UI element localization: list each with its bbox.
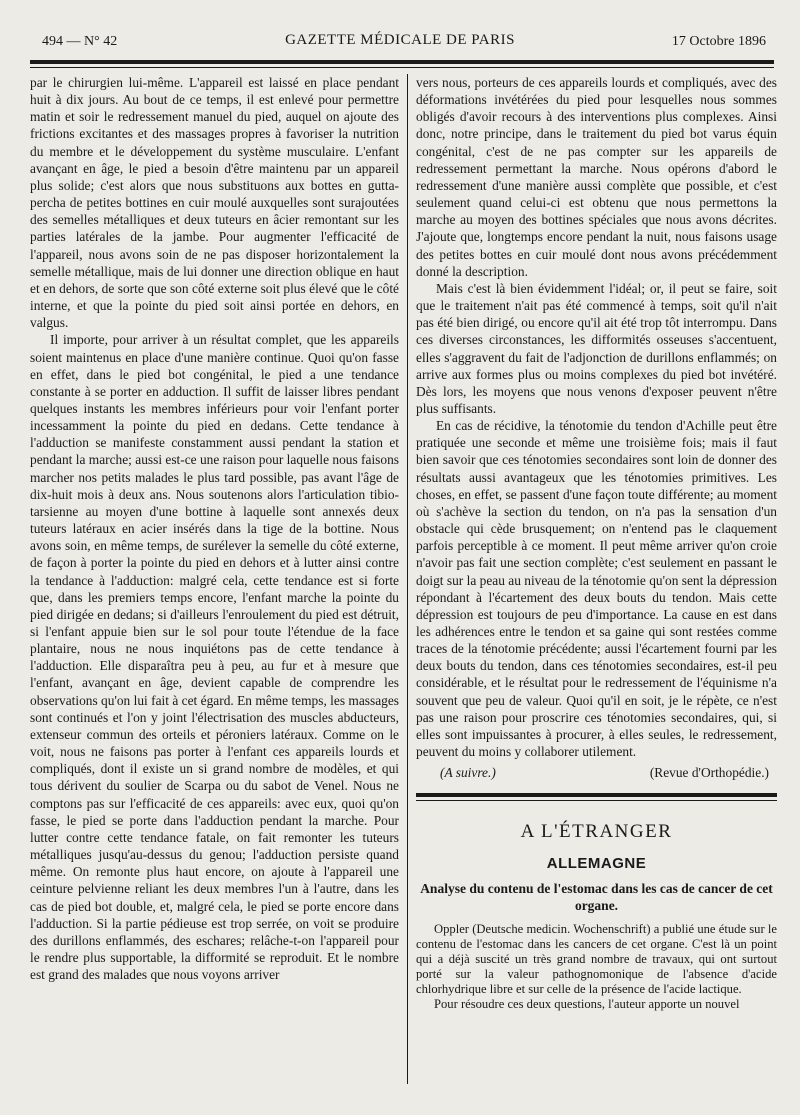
page-number: 494 — N° 42 (42, 34, 118, 49)
to-be-continued: (A suivre.) (440, 765, 496, 781)
column-divider (407, 74, 408, 1084)
left-column (30, 74, 399, 983)
continuation-line (416, 764, 777, 781)
country-heading: ALLEMAGNE (546, 854, 647, 872)
paragraph: En cas de récidive, la ténotomie du tendon d'Achille peut être pratiquée une seconde et même une troisième fois; mais il faut bien savoir que ces ténotomies secondaires sont loin de donner des résultats aussi avantageux que les ténotomies primitives. Les choses, en effet, se passent d'une façon toute différente; au moment où s'achève la section du tendon, on n'a pas la sensation d'un obstacle qui cède brusquement; on n'entend pas le claquement parfois perceptible à ce moment. Il peut même arriver qu'on croie n'avoir pas fait une section complète; c'est seulement en passant le doigt sur la peau au niveau de la ténotomie qu'on sent la dépression répondant à l'écartement des deux bouts du tendon. Mais cette dépression est toujours de peu d'importance. La cause en est dans les adhérences entre le tendon et sa gaine qui sont restées comme traces de la ténotomie précédente; aussi l'écartement fourni par les deux bouts du tendon, dans ces ténotomies secondaires, est-il peu considérable, et le résultat pour le redressement de l'équinisme n'a souvent que peu de valeur. Quoi qu'il en soit, je le répète, ce n'est pas une raison pour proscrire ces ténotomies secondaires, qui, si elles sont impuissantes à procurer, à elles seules, le redressement, peuvent du moins y collaborer utilement. (416, 418, 777, 760)
page-header (28, 30, 772, 52)
source-citation: (Revue d'Orthopédie.) (649, 765, 769, 781)
paragraph: Il importe, pour arriver à un résultat complet, que les appareils soient maintenus en place d'une manière continue. Quoi qu'on fasse en effet, dans le pied bot congénital, le pied a une tendance constante à se porter en adduction. Il suffit de laisser libres pendant quelques instants les membres inférieurs pour voir l'enfant porter incessamment la pointe du pied en dedans. Cette tendance à l'adduction se manifeste constamment aussi pendant la station et pendant la marche; aussi est-ce une raison pour laquelle nous faisons marcher nos petits malades le plus tard possible, pas avant l'âge de dix-huit mois à deux ans. Nous soutenons alors l'articulation tibio-tarsienne au moyen d'une bottine à laquelle sont annexés deux tuteurs latéraux en acier insérés dans la tige de la bottine. Nous avons soin, en même temps, de surélever la semelle du côté externe, de façon à porter la pointe du pied en dehors et à lutter ainsi contre la tendance à l'adduction: malgré cela, cette tendance est si forte que, dans les premiers temps encore, l'enfant marche la pointe du pied dirigée en dedans; si d'ailleurs l'enroulement du pied est détruit, si l'enfant appuie bien sur le sol pour toute l'étendue de la face plantaire, nous ne nous inquiétons pas de cette tendance à l'adduction. Elle disparaîtra peu à peu, au fur et à mesure que l'enfant, avançant en âge, devient capable de comprendre les observations qu'on lui fait à cet égard. En même temps, les massages sont continués et l'on y joint l'électrisation des muscles abducteurs, extenseur commun des orteils et péroniers latéraux. Comme on le voit, nous ne faisons pas porter à l'enfant ces appareils lourds et compliqués, dont il existe un si grand nombre de modèles, et qui tous dérivent du soulier de Scarpa ou du sabot de Venel. Nous ne comptons pas sur l'efficacité de ces appareils: avec eux, quoi qu'on fasse, le pied se porte dans l'adduction pendant la marche. Pour lutter contre cette tendance fatale, on fait remonter les tuteurs métalliques jusqu'au-dessus du genou; l'adduction persiste quand même. On remonte plus haut encore, on ajoute à l'appareil une ceinture pelvienne reliant les deux membres l'un à l'autre, dans les cas de pied bot double, et, malgré cela, le pied se porte encore dans l'adduction. Si la partie pédieuse est trop serrée, on voit se produire des durillons enflammés, des eschares; relâche-t-on l'appareil pour le rendre plus supportable, la difformité se reproduit. Et le nombre est grand des malades que nous voyons arriver (30, 332, 399, 983)
article-title: Analyse du contenu de l'estomac dans les cas de cancer de cet organe. (420, 880, 773, 913)
paragraph: vers nous, porteurs de ces appareils lourds et compliqués, avec des déformations invétérées du pied pour lesquelles nous sommes obligés d'avoir recours à des interventions plus complexes. Ainsi donc, notre principe, dans le traitement du pied bot varus équin congénital, c'est de ne pas compter sur les appareils de redressement permettant la marche. Nous opérons d'abord le redressement d'une manière aussi complète que possible, et c'est seulement quand celui-ci est obtenu que nous permettons la marche au moyen des bottines spéciales que nous avons décrites. J'ajoute que, longtemps encore pendant la nuit, nous faisons usage des petites bottes en cuir moulé dont nous avons précédemment donné la description. (416, 75, 777, 279)
paragraph: Mais c'est là bien évidemment l'idéal; or, il peut se faire, soit que le traitement n'ait pas été commencé à temps, soit qu'il n'ait pas été bien dirigé, ou encore qu'il ait été trop tôt interrompu. Dans ces diverses circonstances, les difformités osseuses s'accentuent, elles s'aggravent du fait de l'adjonction de durillons enflammés; on arrive aux formes plus ou moins complexes du pied bot invétéré. Dès lors, les moyens que nous venons d'exposer peuvent n'être plus suffisants. (416, 280, 777, 416)
paragraph: par le chirurgien lui-même. L'appareil est laissé en place pendant huit à dix jours. Au bout de ce temps, il est enlevé pour permettre matin et soir le redressement manuel du pied, auquel on ajoute des frictions excitantes et des massages propres à favoriser la nutrition du membre et le développement du système musculaire. L'enfant avançant en âge, le pied a besoin d'être maintenu par un appareil plus solide; c'est alors que nous substituons aux bottes en gutta-percha de petites bottines en cuir moulé auxquelles sont surajoutées des semelles métalliques et deux tuteurs en âcier remontant sur les parties latérales de la jambe. Pour augmenter l'efficacité de l'appareil, nous avons soin de ne pas disposer horizontalement la semelle métallique, mais de lui donner une direction oblique en haut et en dehors, de sorte que son côté externe soit plus élevé que le côté interne, et que la pointe du pied soit ainsi portée en dehors, en valgus. (30, 75, 399, 331)
paragraph: Oppler (Deutsche medicin. Wochenschrift) a publié une étude sur le contenu de l'estomac dans les cancers de cet organe. C'est là un point qui a déjà suscité un très grand nombre de travaux, qui ont surtout porté sur la valeur pathognomonique de l'absence d'acide chlorhydrique libre et sur celle de la présence de l'acide lactique. (416, 921, 777, 996)
header-rule-thin (30, 67, 774, 68)
header-rule (30, 60, 774, 64)
section-rule (416, 793, 777, 797)
paragraph: Pour résoudre ces deux questions, l'auteur apporte un nouvel (434, 996, 740, 1011)
section-heading: A L'ÉTRANGER (520, 821, 673, 843)
section-rule-thin (416, 800, 777, 801)
article-body (416, 922, 777, 1012)
right-column (416, 74, 777, 1012)
journal-title: GAZETTE MÉDICALE DE PARIS (285, 32, 515, 48)
issue-date: 17 Octobre 1896 (671, 34, 766, 49)
